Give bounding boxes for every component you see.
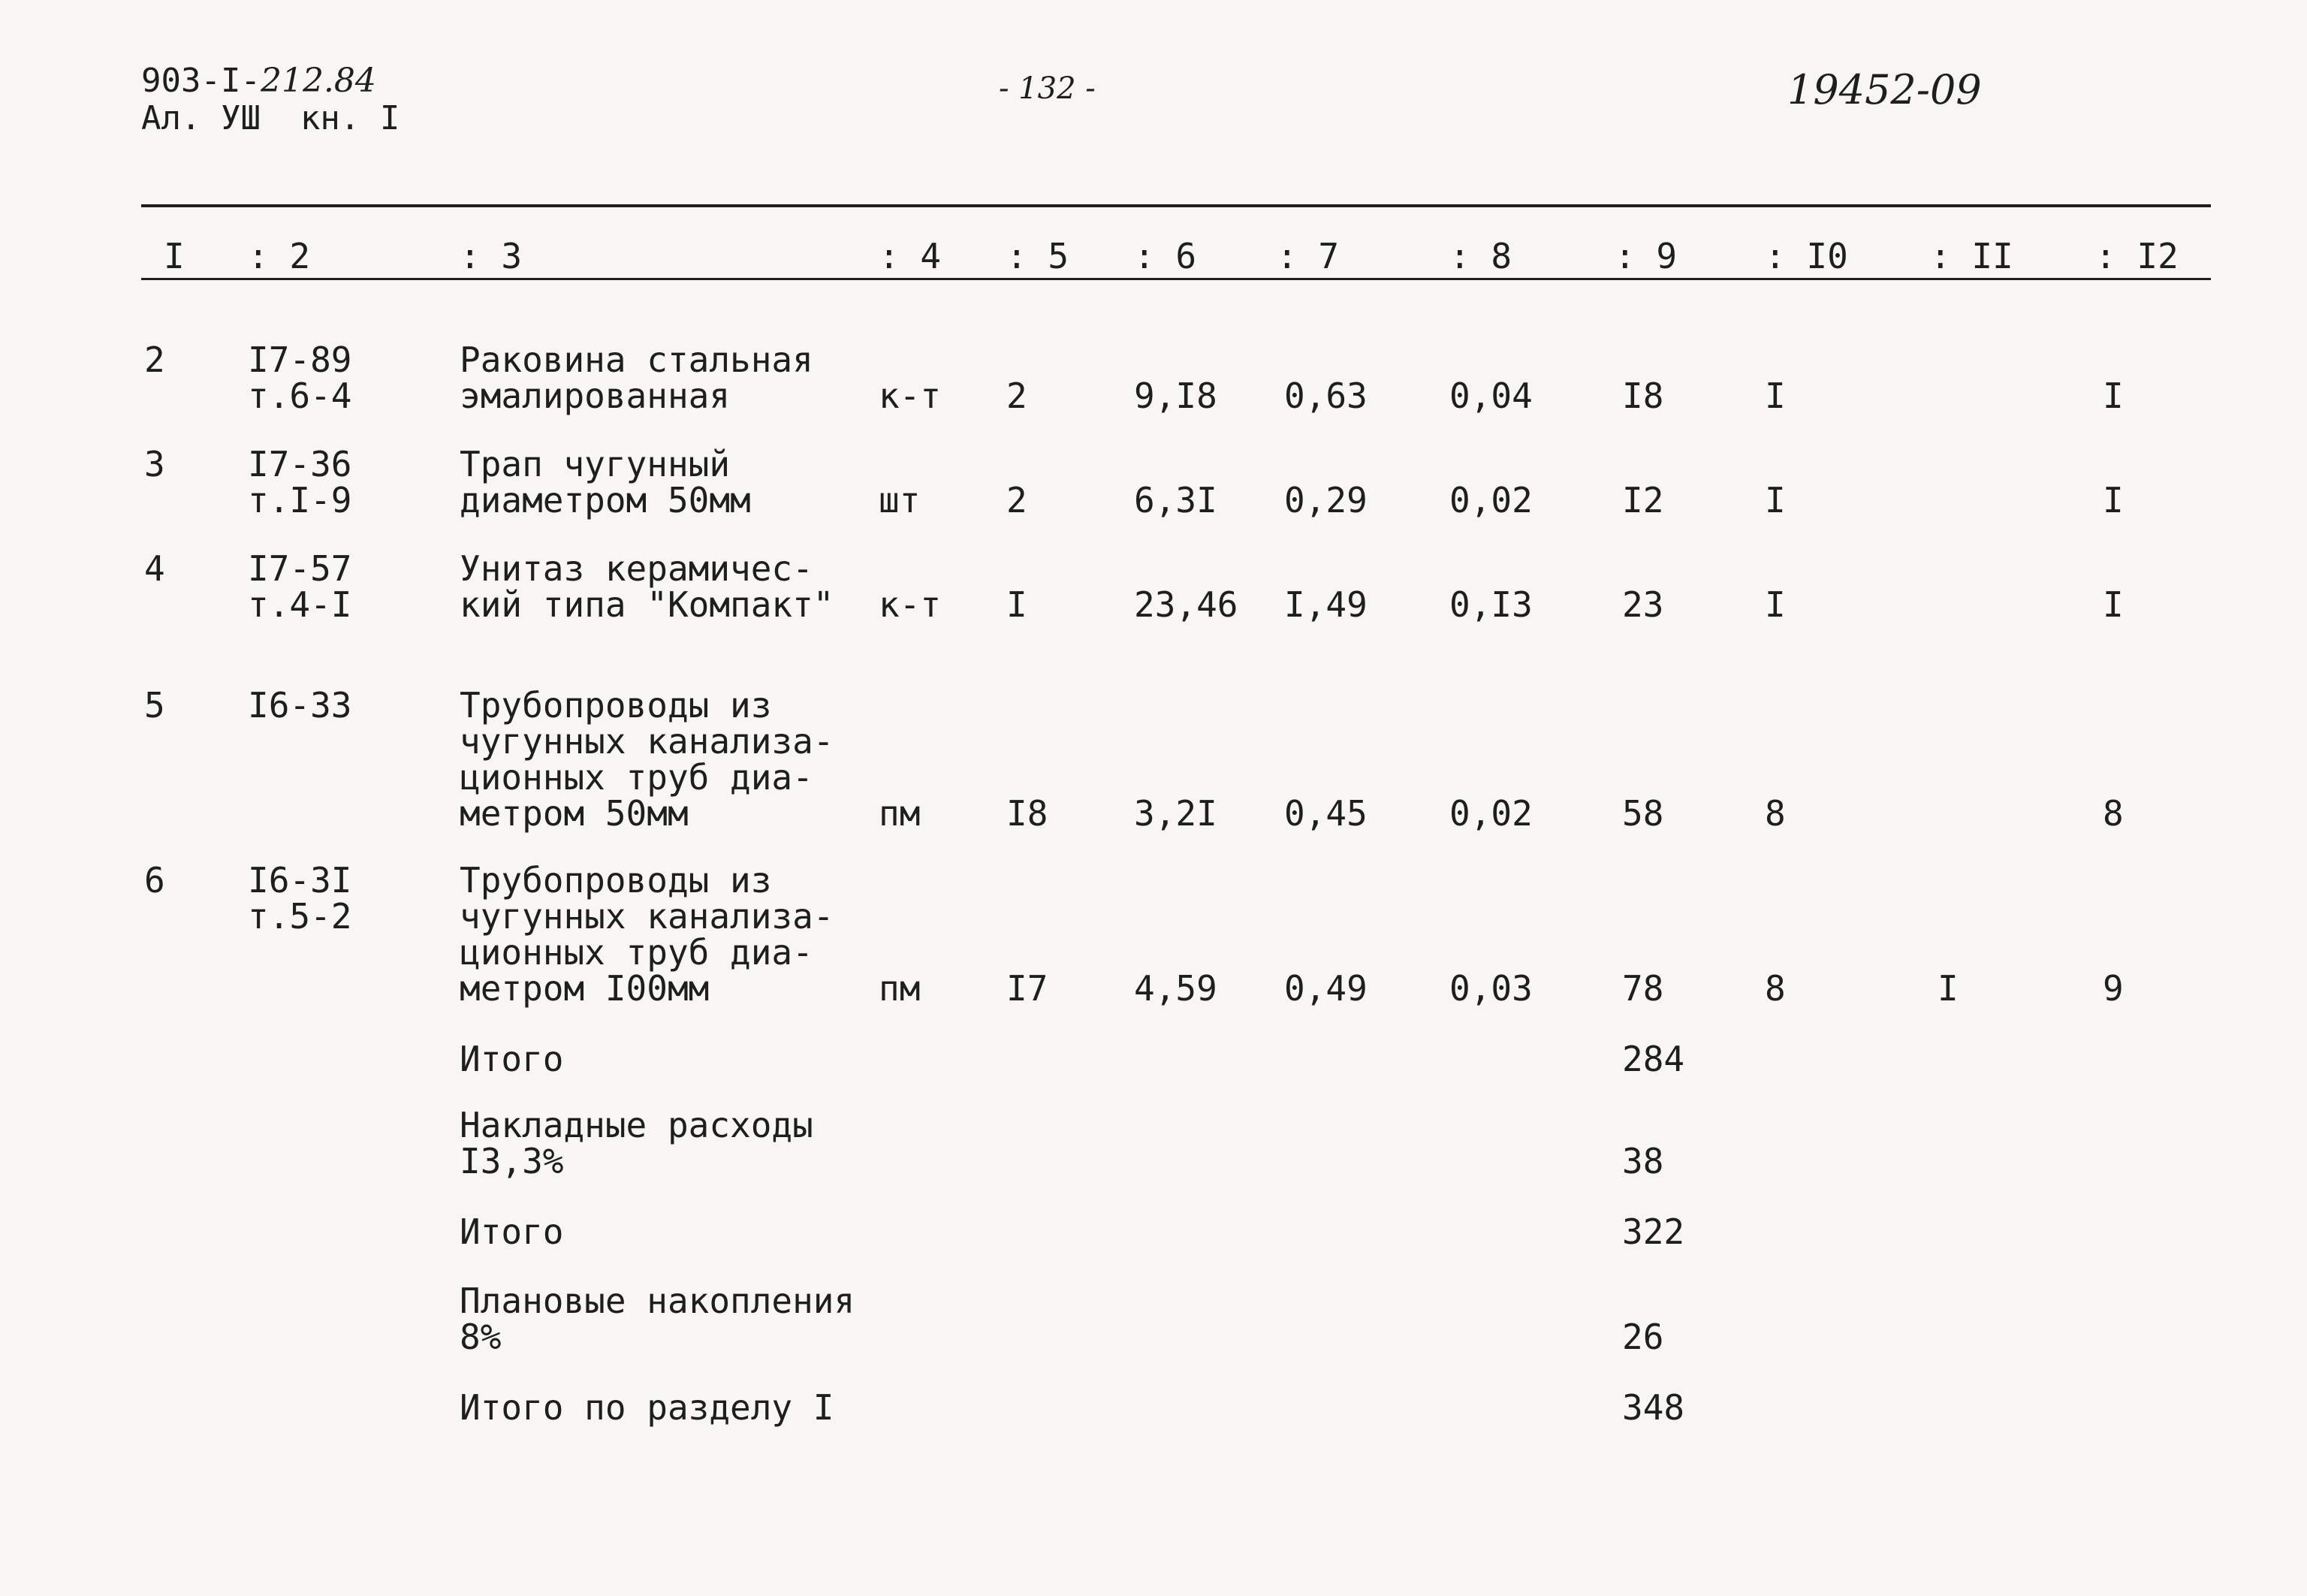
col-8-value: 0,02 [1449,480,1533,520]
quantity: I8 [1006,793,1048,834]
unit: шт [879,480,921,520]
col-12-value: I [2103,480,2124,520]
col-10-value: I [1765,480,1786,520]
unit: пм [879,968,921,1009]
column-header-11: : II [1930,236,2013,276]
unit-cost: 6,3I [1134,480,1217,520]
summary-label: Итого [460,1211,564,1252]
summary-value: 322 [1622,1211,1685,1252]
column-header-10: : I0 [1765,236,1848,276]
column-header-6: : 6 [1134,236,1197,276]
col-9-value: 78 [1622,968,1664,1009]
document-subcode: Ал. УШ кн. I [141,99,400,137]
col-7-value: 0,49 [1284,968,1368,1009]
col-12-value: I [2103,584,2124,625]
col-7-value: I,49 [1284,584,1368,625]
column-header-7: : 7 [1277,236,1340,276]
quantity: 2 [1006,376,1027,416]
quantity: I [1006,584,1027,625]
row-number: 3 [144,444,165,484]
page-number: - 132 - [999,71,1096,106]
norm-code: I7-57 т.4-I [248,548,352,625]
column-header-12: : I2 [2095,236,2179,276]
column-header-4: : 4 [879,236,942,276]
norm-code: I6-33 [248,685,352,726]
col-12-value: 9 [2103,968,2124,1009]
row-number: 5 [144,685,165,726]
col-8-value: 0,03 [1449,968,1533,1009]
unit-cost: 4,59 [1134,968,1217,1009]
row-number: 2 [144,339,165,380]
column-header-1: I [164,236,185,276]
work-description: Трубопроводы из чугунных канализа- ционных труб диа- метром I00мм [460,860,834,1009]
row-number: 4 [144,548,165,589]
work-description: Раковина стальная эмалированная [460,339,813,416]
col-8-value: 0,I3 [1449,584,1533,625]
column-header-8: : 8 [1449,236,1512,276]
unit-cost: 3,2I [1134,793,1217,834]
col-8-value: 0,02 [1449,793,1533,834]
col-12-value: 8 [2103,793,2124,834]
column-header-9: : 9 [1615,236,1678,276]
summary-label: Итого [460,1039,564,1079]
column-header-2: : 2 [248,236,311,276]
col-9-value: I2 [1622,480,1664,520]
col-9-value: 58 [1622,793,1664,834]
col-10-value: I [1765,584,1786,625]
archive-number: 19452-09 [1787,66,1982,113]
col-9-value: 23 [1622,584,1664,625]
col-7-value: 0,29 [1284,480,1368,520]
top-rule [141,204,2211,207]
summary-label: Итого по разделу I [460,1387,834,1428]
summary-label: Накладные расходы I3,3% [460,1105,813,1181]
work-description: Унитаз керамичес- кий типа "Компакт" [460,548,834,625]
document-code [141,62,376,100]
unit: пм [879,793,921,834]
summary-value: 284 [1622,1039,1685,1079]
unit: к-т [879,376,942,416]
quantity: I7 [1006,968,1048,1009]
col-9-value: I8 [1622,376,1664,416]
col-10-value: I [1765,376,1786,416]
col-7-value: 0,63 [1284,376,1368,416]
work-description: Трап чугунный диаметром 50мм [460,444,751,520]
row-number: 6 [144,860,165,901]
col-8-value: 0,04 [1449,376,1533,416]
header-underline [141,278,2211,280]
column-header-5: : 5 [1006,236,1069,276]
col-10-value: 8 [1765,793,1786,834]
document-code-printed: 903-I- [141,62,261,100]
summary-label: Плановые накопления 8% [460,1281,855,1357]
unit-cost: 23,46 [1134,584,1238,625]
col-7-value: 0,45 [1284,793,1368,834]
unit-cost: 9,I8 [1134,376,1217,416]
col-12-value: I [2103,376,2124,416]
summary-value: 38 [1622,1141,1664,1181]
quantity: 2 [1006,480,1027,520]
summary-value: 348 [1622,1387,1685,1428]
norm-code: I7-89 т.6-4 [248,339,352,416]
col-10-value: 8 [1765,968,1786,1009]
norm-code: I6-3I т.5-2 [248,860,352,937]
col-11-value: I [1938,968,1959,1009]
column-header-3: : 3 [460,236,523,276]
norm-code: I7-36 т.I-9 [248,444,352,520]
work-description: Трубопроводы из чугунных канализа- ционных труб диа- метром 50мм [460,685,834,834]
unit: к-т [879,584,942,625]
summary-value: 26 [1622,1317,1664,1357]
document-code-handwritten: 212.84 [260,62,376,100]
